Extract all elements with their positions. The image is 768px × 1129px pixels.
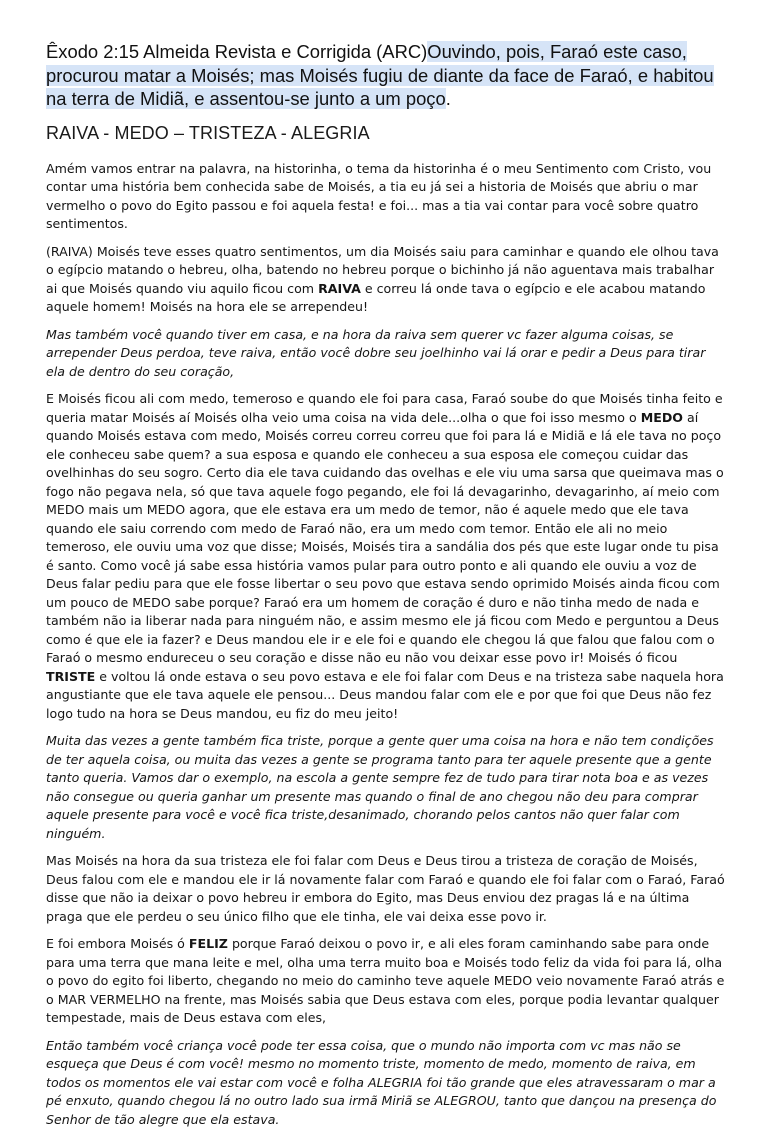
paragraph-feliz-text-c: porque Faraó deixou o povo ir, e ali eles foram caminhando sabe para onde para uma terra que mana leite e mel, olha uma terra muito boa e Moisés todo feliz da vida foi para lá, olha o povo do egito foi liberto, chegando no meio do caminho teve aquele MEDO veio novamente Faraó atrás e o MAR VERMELHO na frente, mas Moisés sabia que Deus estava com eles, porque podia levantar qualquer tempestade, mais de Deus estava com eles,	[46, 936, 724, 1025]
verse-end: .	[446, 88, 451, 109]
verse-reference: Êxodo 2:15 Almeida Revista e Corrigida (ARC)	[46, 41, 427, 62]
paragraph-raiva-lesson: Mas também você quando tiver em casa, e na hora da raiva sem querer vc fazer alguma coisas, se arrepender Deus perdoa, teve raiva, então você dobre seu joelhinho vai lá orar e pedir a Deus para tirar ela de dentro do seu coração,	[46, 326, 728, 382]
page-title: RAIVA - MEDO – TRISTEZA - ALEGRIA	[46, 122, 728, 144]
paragraph-medo-text-a: E Moisés ficou ali com medo, temeroso e quando ele foi para casa, Faraó soube do que Moisés tinha feito e queria matar Moisés aí Moisés olha veio uma coisa na vida dele...olha o que foi isso mesmo o	[46, 391, 723, 425]
paragraph-alegria-lesson: Então também você criança você pode ter essa coisa, que o mundo não importa com vc mas não se esqueça que Deus é com você! mesmo no momento triste, momento de medo, momento de raiva, em todos os momentos ele vai estar com você e folha ALEGRIA foi tão grande que eles atravessaram o mar a pé enxuto, quando chegou lá no outro lado sua irmã Miriã se ALEGROU, tanto que dançou na presença do Senhor de tão alegre que ela estava.	[46, 1037, 728, 1129]
keyword-triste: TRISTE	[46, 669, 95, 684]
paragraph-medo	[46, 390, 728, 723]
paragraph-intro: Amém vamos entrar na palavra, na historinha, o tema da historinha é o meu Sentimento com Cristo, vou contar uma história bem conhecida sabe de Moisés, a tia eu já sei a historia de Moisés que abriu o mar vermelho o povo do Egito passou e foi aquela festa! e foi... mas a tia vai contar para você sobre quatro sentimentos.	[46, 160, 728, 234]
paragraph-feliz	[46, 935, 728, 1028]
paragraph-tristeza: Mas Moisés na hora da sua tristeza ele foi falar com Deus e Deus tirou a tristeza de coração de Moisés, Deus falou com ele e mandou ele ir lá novamente falar com Faraó e quando ele foi falar com o Faraó, Faraó disse que não ia deixar o povo hebreu ir embora do Egito, mas Deus enviou dez pragas lá e na última praga que ele perdeu o seu único filho que ele tinha, ele vai deixa esse povo ir.	[46, 852, 728, 926]
paragraph-medo-text-c: aí quando Moisés estava com medo, Moisés correu correu correu que foi para lá e Midiã e lá ele tava no poço ele conheceu sabe quem? a sua esposa e quando ele conheceu a sua esposa ele começou cuidar das ovelhinhas do seu sogro. Certo dia ele tava cuidando das ovelhas e ele viu uma sarsa que queimava mas o fogo não pegava nela, só que tava aquele fogo pegando, ele foi lá devagarinho, devagarinho, aí meio com MEDO mais um MEDO agora, que ele estava era um medo de temor, não é aquele medo que ele tava quando ele saiu correndo com medo de Faraó não, era um medo com temor. Então ele ali no meio temeroso, ele ouviu uma voz que disse; Moisés, Moisés tira a sandália dos pés que este lugar onde tu pisa é santo. Como você já sabe essa história vamos pular para outro ponto e ali quando ele ouviu a voz de Deus falar pediu para que ele fosse libertar o seu povo que estava sendo oprimido Moisés ainda ficou com um pouco de MEDO sabe porque? Faraó era um homem de coração é duro e não tinha medo de nada e também não ia liberar nada para ninguém não, e assim mesmo ele já ficou com Medo e perguntou a Deus como é que ele ia fazer? e Deus mandou ele ir e ele foi e quando ele chegou lá que falou que falou com o Faraó o mesmo endureceu o seu coração e disse não eu não vou deixar esse povo ir! Moisés ó ficou	[46, 410, 724, 666]
keyword-medo: MEDO	[641, 410, 683, 425]
paragraph-raiva-text-a: (RAIVA) Moisés teve esses quatro sentimentos, um dia Moisés saiu para caminhar e quando ele olhou tava o egípcio matando o hebreu, olha, batendo no hebreu porque o bichinho já não aguentava mais trabalhar ai que Moisés quando viu aquilo ficou com	[46, 244, 719, 296]
paragraph-tristeza-lesson: Muita das vezes a gente também fica triste, porque a gente quer uma coisa na hora e não tem condições de ter aquela coisa, ou muita das vezes a gente se programa tanto para ter aquele presente que a gente tanto queria. Vamos dar o exemplo, na escola a gente sempre fez de tudo para tirar nota boa e as vezes não consegue ou queria ganhar um presente mas quando o final de ano chegou não deu para comprar aquele presente para você e você fica triste,desanimado, chorando pelos cantos não quer falar com ninguém.	[46, 732, 728, 843]
paragraph-feliz-text-a: E foi embora Moisés ó	[46, 936, 189, 951]
paragraph-raiva-text-c: e correu lá onde tava o egípcio e ele acabou matando aquele homem! Moisés na hora ele se arrependeu!	[46, 281, 706, 315]
paragraph-medo-text-e: e voltou lá onde estava o seu povo estava e ele foi falar com Deus e na tristeza sabe naquela hora angustiante que ele tava aquele ele pensou... Deus mandou falar com ele e por que foi que Deus não fez logo tudo na hora se Deus mandou, eu fiz do meu jeito!	[46, 669, 724, 721]
keyword-feliz: FELIZ	[189, 936, 228, 951]
keyword-raiva: RAIVA	[318, 281, 361, 296]
verse-highlighted-text[interactable]: Ouvindo, pois, Faraó este caso, procurou matar a Moisés; mas Moisés fugiu de diante da face de Faraó, e habitou na terra de Midiã, e assentou-se junto a um poço	[46, 41, 714, 109]
verse-block	[46, 40, 728, 111]
paragraph-raiva	[46, 243, 728, 317]
